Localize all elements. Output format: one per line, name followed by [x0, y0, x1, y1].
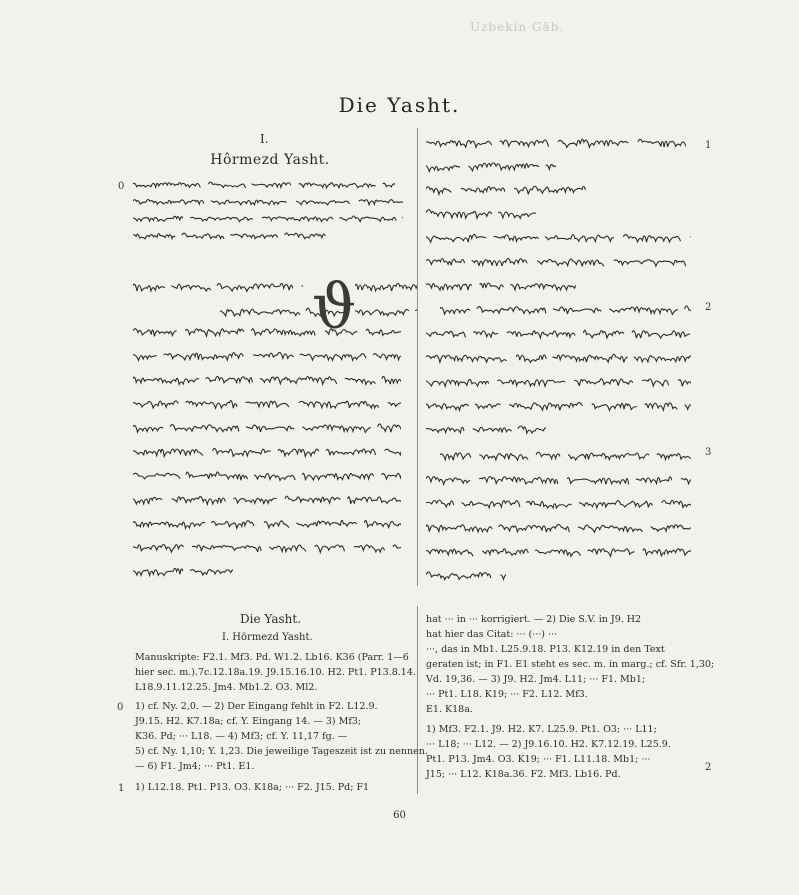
- avestan-script-line: [426, 276, 576, 290]
- avestan-script-line: [133, 322, 401, 336]
- avestan-script-line: [133, 394, 401, 408]
- footnote-line: geraten ist; in F1. E1 steht es sec. m. in marg.; cf. Sfr. 1,30;: [426, 659, 715, 670]
- avestan-script-line: [133, 514, 401, 528]
- footnote-line: ··· L18; ··· L12. — 2) J9.16.10. H2. K7.12.19. L25.9.: [426, 739, 671, 750]
- footnote-line: 1) Mf3. F2.1. J9. H2. K7. L25.9. Pt1. O3; ··· L11;: [426, 724, 657, 735]
- footnote-heading: Die Yasht.: [240, 612, 302, 626]
- avestan-script-line: [426, 157, 556, 171]
- avestan-script-line: [133, 490, 401, 504]
- avestan-script-line: [355, 277, 417, 291]
- footnote-line: Vd. 19,36. — 3) J9. H2. Jm4. L11; ··· F1. Mb1;: [426, 674, 646, 685]
- footnote-line: hat ··· in ··· korrigiert. — 2) Die S.V. in J9. H2: [426, 614, 642, 625]
- avestan-script-line: [133, 370, 401, 384]
- footnote-line: Pt1. P13. Jm4. O3. K19; ··· F1. L11.18. Mb1; ···: [426, 754, 651, 765]
- column-divider: [417, 128, 418, 586]
- avestan-script-line: [426, 518, 691, 532]
- avestan-script-line: [426, 494, 691, 508]
- avestan-script-line: [426, 470, 691, 484]
- page-number: 60: [393, 810, 406, 821]
- avestan-script-line: [133, 346, 401, 360]
- footnote-line: 1) cf. Ny. 2,0. — 2) Der Eingang fehlt in F2. L12.9.: [135, 701, 378, 712]
- footnote-line: Manuskripte: F2.1. Mf3. Pd. W1.2. Lb16. K36 (Parr. 1—6: [135, 652, 409, 663]
- avestan-script-line: [133, 212, 403, 226]
- footnote-line: ··· Pt1. L18. K19; ··· F2. L12. Mf3.: [426, 689, 588, 700]
- avestan-script-line: [133, 442, 401, 456]
- footnote-line: 1) L12.18. Pt1. P13. O3. K18a; ··· F2. J15. Pd; F1: [135, 782, 370, 793]
- footnote-line: J9.15. H2. K7.18a; cf. Y. Eingang 14. — 3) Mf3;: [135, 716, 362, 727]
- margin-number: 3: [705, 447, 712, 458]
- margin-number: 2: [705, 302, 712, 313]
- margin-number: 2: [705, 762, 712, 773]
- footnote-line: ···, das in Mb1. L25.9.18. P13. K12.19 in den Text: [426, 644, 665, 655]
- footnote-line: — 6) F1. Jm4; ··· Pt1. E1.: [135, 761, 255, 772]
- margin-number: 1: [705, 140, 712, 151]
- avestan-script-line: [426, 396, 691, 410]
- footnote-line: hier sec. m.).7c.12.18a.19. J9.15.16.10. H2. Pt1. P13.8.14.: [135, 667, 416, 678]
- avestan-script-line: [133, 562, 233, 576]
- section-number: I.: [260, 132, 269, 146]
- avestan-script-line: [133, 229, 333, 243]
- avestan-script-line: [355, 302, 417, 316]
- avestan-script-line: [426, 204, 536, 218]
- margin-number: 0: [117, 702, 124, 713]
- footnote-subheading: I. Hörmezd Yasht.: [222, 632, 313, 643]
- margin-number: 0: [118, 181, 125, 192]
- avestan-script-line: [426, 420, 546, 434]
- show-through-running-head: Uzbekin Gäb.: [470, 20, 565, 34]
- avestan-script-line: [426, 542, 691, 556]
- avestan-script-line: [426, 133, 686, 147]
- avestan-script-line: [133, 466, 401, 480]
- page-title: Die Yasht.: [338, 93, 461, 117]
- decorated-initial: ϑ: [312, 270, 357, 343]
- avestan-script-line: [426, 252, 691, 266]
- footnote-line: E1. K18a.: [426, 704, 473, 715]
- avestan-script-line: [426, 566, 506, 580]
- avestan-script-line: [133, 538, 401, 552]
- avestan-script-line: [133, 195, 403, 209]
- section-title: Hôrmezd Yasht.: [210, 152, 330, 168]
- footnote-line: hat hier das Citat: ··· (···) ···: [426, 629, 558, 640]
- footnote-column-divider: [417, 606, 418, 794]
- avestan-script-line: [426, 372, 691, 386]
- margin-number: 1: [118, 783, 125, 794]
- footnote-line: 5) cf. Ny. 1,10; Y. 1,23. Die jeweilige Tageszeit ist zu nennen.: [135, 746, 428, 757]
- avestan-script-line: [133, 178, 395, 192]
- avestan-script-line: [426, 180, 586, 194]
- avestan-script-line: [426, 324, 691, 338]
- avestan-script-line: [426, 348, 691, 362]
- avestan-script-line: [440, 446, 691, 460]
- avestan-script-line: [133, 277, 303, 291]
- footnote-line: L18.9.11.12.25. Jm4. Mb1.2. O3. Ml2.: [135, 682, 318, 693]
- avestan-script-line: [426, 228, 691, 242]
- footnote-line: J15; ··· L12. K18a.36. F2. Mf3. Lb16. Pd.: [426, 769, 621, 780]
- footnote-line: K36. Pd; ··· L18. — 4) Mf3; cf. Y. 11,17 fg. —: [135, 731, 348, 742]
- avestan-script-line: [440, 300, 691, 314]
- avestan-script-line: [133, 418, 401, 432]
